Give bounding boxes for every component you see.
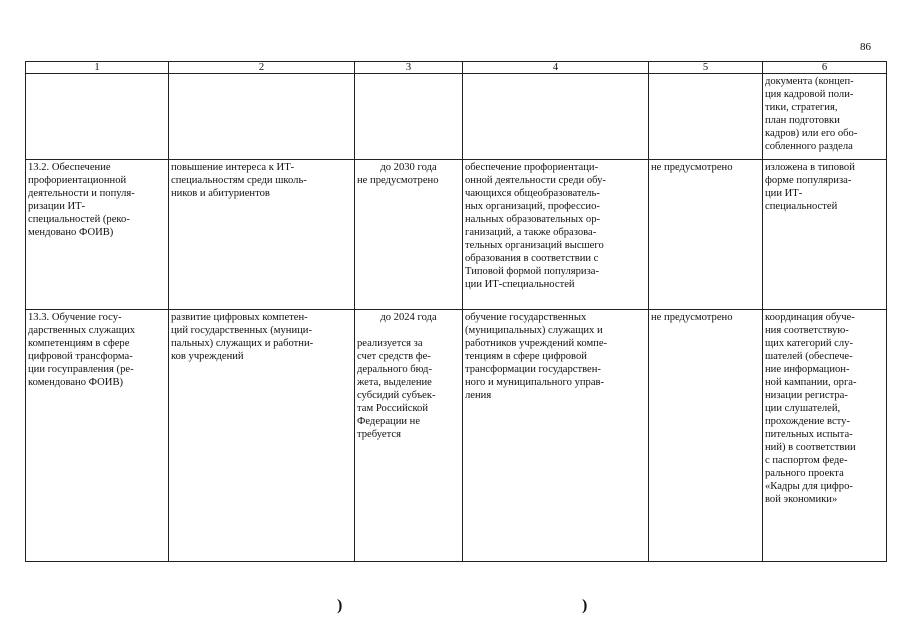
cell-text-line: 13.3. Обучение госу-: [28, 312, 122, 323]
cell-text-line: собленного раздела: [765, 141, 853, 152]
cell-text-line: ления: [465, 390, 492, 401]
table-row: [26, 160, 887, 310]
cell-description: [463, 160, 649, 310]
cell-text-line: специальностям среди школь-: [171, 175, 307, 186]
cell-text-line: не предусмотрено: [651, 312, 733, 323]
cell-legal-acts: [649, 74, 763, 160]
cell-text-line: пальных) служащих и работни-: [171, 338, 314, 349]
cell-deadline-funding: [355, 310, 463, 562]
funding-text-line: требуется: [357, 429, 401, 440]
header-cell: 2: [169, 62, 355, 74]
table-row: [26, 310, 887, 562]
cell-text-line: ции госуправления (ре-: [28, 364, 134, 375]
cell-text-line: обучение государственных: [465, 312, 587, 323]
cell-text-line: щих категорий слу-: [765, 338, 853, 349]
cell-text-line: вой экономики»: [765, 494, 838, 505]
cell-text-line: ции слушателей,: [765, 403, 841, 414]
header-cell: 1: [26, 62, 169, 74]
cell-text-line: рального проекта: [765, 468, 844, 479]
cell-text-line: ного и муниципального управ-: [465, 377, 605, 388]
cell-measure: [26, 310, 169, 562]
cell-text-line: тики, стратегия,: [765, 102, 838, 113]
page-number: 86: [860, 41, 871, 53]
cell-text-line: 13.2. Обеспечение: [28, 162, 111, 173]
cell-text-line: трансформации государствен-: [465, 364, 601, 375]
cell-text-line: ганизаций, а также образова-: [465, 227, 597, 238]
cell-text-line: ции ИТ-: [765, 188, 803, 199]
cell-text-line: план подготовки: [765, 115, 840, 126]
cell-text-line: развитие цифровых компетен-: [171, 312, 308, 323]
cell-text-line: ции ИТ-специальностей: [465, 279, 575, 290]
cell-text-line: тельных организаций высшего: [465, 240, 604, 251]
cell-text-line: цифровой трансформа-: [28, 351, 133, 362]
cell-text-line: кадров) или его обо-: [765, 128, 858, 139]
cell-result: [763, 160, 887, 310]
cell-legal-acts: [649, 160, 763, 310]
cell-text-line: низации регистра-: [765, 390, 848, 401]
cell-text-line: компетенциям в сфере: [28, 338, 130, 349]
funding-text-line: счет средств фе-: [357, 351, 431, 362]
cell-goal: [169, 74, 355, 160]
cell-text-line: «Кадры для цифро-: [765, 481, 853, 492]
cell-text-line: (муниципальных) служащих и: [465, 325, 603, 336]
cell-text-line: повышение интереса к ИТ-: [171, 162, 295, 173]
cell-measure: [26, 160, 169, 310]
cell-result: [763, 74, 887, 160]
cell-text-line: тенциям в сфере цифровой: [465, 351, 587, 362]
stray-mark-left: ): [337, 597, 343, 614]
cell-text-line: ков учреждений: [171, 351, 244, 362]
cell-text-line: мендовано ФОИВ): [28, 227, 114, 238]
funding-text-line: жета, выделение: [357, 377, 432, 388]
stray-mark-right: ): [582, 597, 588, 614]
funding-text-line: дерального бюд-: [357, 364, 432, 375]
header-cell: 5: [649, 62, 763, 74]
document-table: [25, 61, 887, 562]
cell-text-line: ций государственных (муници-: [171, 325, 312, 336]
cell-text-line: изложена в типовой: [765, 162, 855, 173]
funding-text-line: там Российской: [357, 403, 429, 414]
funding-text-line: реализуется за: [357, 338, 423, 349]
cell-deadline-funding: [355, 74, 463, 160]
funding-text-line: не предусмотрено: [357, 175, 439, 186]
deadline-text: до 2024 года: [380, 312, 437, 323]
cell-text-line: обеспечение профориентаци-: [465, 162, 599, 173]
cell-text-line: дарственных служащих: [28, 325, 136, 336]
cell-text-line: специальностей: [765, 201, 838, 212]
cell-text-line: ников и абитуриентов: [171, 188, 270, 199]
cell-text-line: форме популяриза-: [765, 175, 852, 186]
cell-measure: [26, 74, 169, 160]
cell-description: [463, 74, 649, 160]
cell-text-line: деятельности и популя-: [28, 188, 135, 199]
cell-text-line: комендовано ФОИВ): [28, 377, 124, 388]
cell-text-line: ция кадровой поли-: [765, 89, 854, 100]
cell-goal: [169, 160, 355, 310]
cell-text-line: пительных испыта-: [765, 429, 853, 440]
cell-description: [463, 310, 649, 562]
cell-text-line: ний) в соответствии: [765, 442, 856, 453]
cell-text-line: ных организаций, профессио-: [465, 201, 600, 212]
header-cell: 4: [463, 62, 649, 74]
cell-legal-acts: [649, 310, 763, 562]
cell-text-line: специальностей (реко-: [28, 214, 130, 225]
cell-text-line: ризации ИТ-: [28, 201, 86, 212]
cell-text-line: работников учреждений компе-: [465, 338, 608, 349]
cell-text-line: прохождение всту-: [765, 416, 850, 427]
spacer: [357, 324, 460, 337]
header-row: [26, 62, 887, 74]
cell-text-line: ной кампании, орга-: [765, 377, 857, 388]
header-cell: 6: [763, 62, 887, 74]
funding-text-line: Федерации не: [357, 416, 421, 427]
cell-deadline-funding: [355, 160, 463, 310]
cell-text-line: Типовой формой популяриза-: [465, 266, 600, 277]
cell-text-line: документа (концеп-: [765, 76, 854, 87]
cell-text-line: шателей (обеспече-: [765, 351, 853, 362]
cell-text-line: ния соответствую-: [765, 325, 849, 336]
cell-goal: [169, 310, 355, 562]
cell-text-line: онной деятельности среди обу-: [465, 175, 606, 186]
cell-text-line: чающихся общеобразователь-: [465, 188, 600, 199]
cell-result: [763, 310, 887, 562]
cell-text-line: образования в соответствии с: [465, 253, 599, 264]
funding-text-line: субсидий субъек-: [357, 390, 436, 401]
cell-text-line: координация обуче-: [765, 312, 855, 323]
cell-text-line: ние информацион-: [765, 364, 850, 375]
cell-text-line: не предусмотрено: [651, 162, 733, 173]
header-cell: 3: [355, 62, 463, 74]
cell-text-line: нальных образовательных ор-: [465, 214, 601, 225]
table-row: [26, 74, 887, 160]
cell-text-line: профориентационной: [28, 175, 127, 186]
cell-text-line: с паспортом феде-: [765, 455, 848, 466]
deadline-text: до 2030 года: [380, 162, 437, 173]
